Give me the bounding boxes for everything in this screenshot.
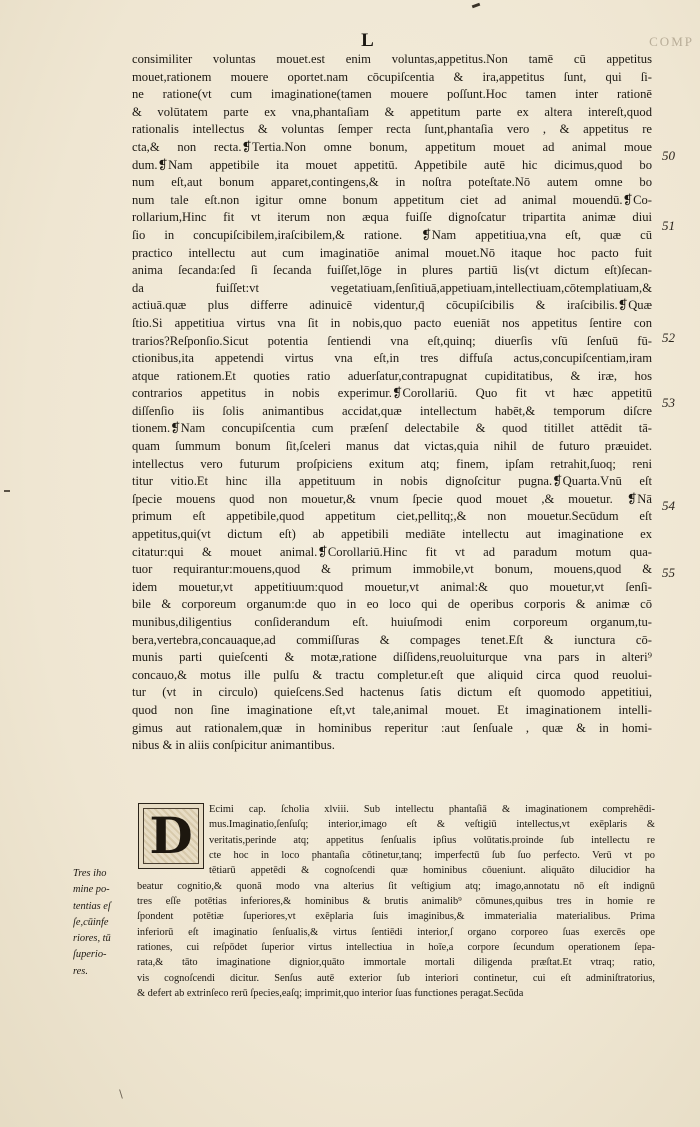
text-line: atque rationem.Et quoties ratio aduerſatur,contrapugnat cupiditatibus, & iræ, hos <box>132 368 652 383</box>
scholia-line: vis cognoſcendi dicitur. Senſus autē exterior ſub interiori continetur, cui eſt adminiſtratorius, <box>137 972 655 984</box>
text-line: ſtio.Si appetitiua virtus vna ſit in nobis,quo pacto eueniāt nos appetitus ſentire con <box>132 315 652 330</box>
side-note-line: res. <box>73 965 88 977</box>
scholia-line: veritatis,perinde atq; appetitus ſenſualis ipſius volūtatis.proinde ſub intellectu re <box>209 834 655 846</box>
bleed-through-text: COMP <box>649 34 694 49</box>
text-line: num tale eſt.non igitur omne bonum appetitum ciet ad animal mouendū.❡Co- <box>132 192 652 207</box>
margin-number: 50 <box>662 148 675 163</box>
text-line: ſpecie mouens quod non mouetur,& vnum ſpecie quod mouet ,& mouetur. ❡Nā <box>132 491 652 506</box>
text-line: num eſt,aut bonum apparet,contingens,& in noſtra poteſtate.Nō autem omne bo <box>132 175 652 190</box>
scholia-line: & defert ab extrinſeco rerū ſpecies,eaſq; imprimit,quo interior ſuas functiones peragat.Secūda <box>137 988 524 1000</box>
text-line: nibus & in aliis conſpicitur animantibus. <box>132 738 335 753</box>
text-line: cta,& non recta.❡Tertia.Non omne bonum, appetitum mouet ad animal moue <box>132 139 652 154</box>
scholia-line: tres eſſe potētias inferiores,& hominibus & brutis animalib⁹ cōmunes,quibus tres in homie re <box>137 896 655 908</box>
text-line: da fuiſſet:vt vegetatiuam,ſenſitiuā,appetiuam,intellectiuam,cōtemplatiuam,& <box>132 280 652 295</box>
scholia-line: ſpondent potētiæ ſuperiores,vt exēplaria ſuis imaginibus,& immaterialia materialibus. Prima <box>137 911 655 923</box>
text-line: rollarium,Hinc fit vt iterum non æqua fuiſſe dignoſcatur tripartita animæ diui <box>132 210 652 225</box>
text-line: munis parti quieſcenti & motæ,ratione diſſidens,reuoluiturque vna pars in alteri⁹ <box>132 650 652 665</box>
text-line: concauo,& motus ille pulſu & tractu completur.eſt que aliquid circa quod reuolui- <box>132 667 652 682</box>
text-line: bera,vertebra,concauaque,ad commiſſuras & compages tenet.Eſt & iunctura cō- <box>132 632 652 647</box>
text-line: practico intellectu aut cum imaginatiōe animal mouet.Nō itaque hoc pacto fuit <box>132 245 652 260</box>
text-line: diſſenſio iis ſolis animantibus accidat,quæ intellectum habēt,& temporum diſcre <box>132 403 652 418</box>
folio-number: L <box>361 30 375 51</box>
text-line: quam ſummum bonum ſit,ſceleri manus dat victas,quia nihil de futuro præuidet. <box>132 439 652 454</box>
side-note-line: riores, tū <box>73 933 111 945</box>
scholia-line: rationes, cui reſpōdet ſuperior virtus intellectiua in hoīe,a corpore ſecundum operationem ſepa- <box>137 942 655 954</box>
margin-number: 53 <box>662 395 675 410</box>
text-line: appetitus,qui(vt dictum eſt) ab appetibili mediāte intellectu aut imaginatione ex <box>132 527 652 542</box>
scholia-line: rata,& tāto imaginatione dignior,quāto immortale mortali diligenda præſtat.Et vtraq; ratio, <box>137 957 655 969</box>
text-line: actiuā.quæ plus differre adinuicē videntur,q̄ cōcupiſcibilis & iraſcibilis.❡Quæ <box>132 298 652 313</box>
text-line: intellectus vero futurum proſpiciens exitum atq; finem, ipſam retrahit,ſuoq; reni <box>132 456 652 471</box>
margin-number: 51 <box>662 218 675 233</box>
text-line: tionem.❡Nam concupiſcentia cum præſenſ delectabile & quod titillet attēdit tā- <box>132 421 652 436</box>
scholia-block <box>137 802 655 1001</box>
initial-letter: D <box>149 806 193 865</box>
side-note-line: ſuperio- <box>73 949 107 961</box>
text-line: tuor requirantur:mouens,quod & primum immobile,vt bonum, mouens,quod & <box>132 562 652 577</box>
text-line: idem mouetur,vt appetitiuum:quod mouetur,vt animal:& quo mouetur,vt ſenſi- <box>132 579 652 594</box>
text-line: quod non ſine imaginatione eſt,vt tale,animal mouet. Et imaginationem intelli- <box>132 702 652 717</box>
text-line: ctionibus,ita appetendi virtus vna eſt,in tres diffuſa actus,concupiſcentiam,iram <box>132 351 652 366</box>
bottom-mark: ∖ <box>117 1089 125 1101</box>
text-line: gimus aut rationalem,quæ in hominibus reperitur :aut ſenſuale , quæ & in homi- <box>132 720 652 735</box>
ink-mark <box>472 3 481 9</box>
text-line: anima ſecanda:ſed ſi ſecanda fuiſſet,lōge in plures partiū lis(vt dictum eſt)ſecan- <box>132 263 652 278</box>
text-line: tur (vt in circulo) quieſcens.Sed hactenus ſatis dictum eſt quomodo appetitiui, <box>132 685 652 700</box>
text-line: citatur:qui & mouet animal.❡Corollariū.Hinc fit vt ad paradum motum qua- <box>132 544 652 559</box>
side-note-line: Tres iho <box>73 868 107 879</box>
text-line: munibus,diligentius conſiderandum eſt. huiuſmodi enim corporeum organum,tu- <box>132 615 652 629</box>
margin-number: 54 <box>662 498 675 513</box>
scholia-line: inferiorū eſt imaginatio ſenſualis,& virtus ſentiēdi interior,ſ organo corporeo ſuas exercēs ope <box>137 926 655 938</box>
text-line: titur vitio.Et hinc illa appetituum in nobis dignoſcitur pugna.❡Quarta.Vnū eſt <box>132 474 652 489</box>
main-text-block <box>132 51 652 755</box>
text-line: contrarios appetitus in nobis experimur.❡Corollariū. Quo fit vt hæc appetitū <box>132 386 652 401</box>
text-line: rationalis intellectus & voluntas ſemper recta ſunt,phantaſia vero , & appetitus re <box>132 122 652 137</box>
text-line: trarios?Reſponſio.Sicut potentia ſentiendi vna eſt,quinq; diuerſis vſū ſenſuū fū- <box>132 333 652 348</box>
text-line: consimiliter voluntas mouet.est enim voluntas,appetitus.Non tamē cū appetitus <box>132 52 652 66</box>
text-line: bile & corporeum organum:de quo in eo loco qui de operibus corporis & animæ cō <box>132 597 652 612</box>
text-line: dum.❡Nam appetibile ita mouet appetitū. Appetibile autē hic dicimus,quod bo <box>132 157 652 172</box>
side-note-line: mine po- <box>73 884 110 896</box>
text-line: ſio in concupiſcibilem,iraſcibilem,& ratione. ❡Nam appetitiua,vna eſt, quæ cū <box>132 227 652 242</box>
scholia-line: cte hoc in loco phantaſia cōtinetur,tanq; imperfectū ſub ſuo perfecto. Verū vt po <box>209 850 655 862</box>
side-note-line: tentias eſ <box>73 900 111 912</box>
scholia-line: beatur cognitio,& quonā modo vna alterius ſit veſtigium atq; imago,annotatu nō eſt indignū <box>137 880 655 892</box>
scholia-line: mus.Imaginatio,ſenſuſq; interior,imago eſt & veſtigiū intellectus,vt exēplaris & <box>209 819 655 831</box>
text-line: & volūtatem parte ex vna,phantaſiam & appetitum parte ex altera intereſt,quod <box>132 104 652 119</box>
text-line: mouet,rationem mouere oportet.nam cōcupiſcentia & ira,appetitus ſunt, qui ſi- <box>132 69 652 84</box>
margin-number: 55 <box>662 565 675 580</box>
scholia-line: tētiarū appetēdi & cognoſcendi quæ hominibus cōueniunt. aliquāto dilucidior ha <box>209 865 655 877</box>
margin-number: 52 <box>662 330 675 345</box>
side-note <box>73 866 133 980</box>
text-line: ne ratione(vt cum imaginatione(tamen mouere poſſunt.Hoc tamen inter rationē <box>132 87 652 102</box>
text-line: primum eſt appetibile,quod appetitum ciet,pellitq;,& non mouetur.Secūdum eſt <box>132 509 652 524</box>
scholia-line: Ecimi cap. ſcholia xlviii. Sub intellectu phantaſiā & imaginationem comprehēdi- <box>209 804 655 815</box>
side-note-line: ſe,cūinfe <box>73 916 109 928</box>
ink-mark <box>4 490 10 492</box>
